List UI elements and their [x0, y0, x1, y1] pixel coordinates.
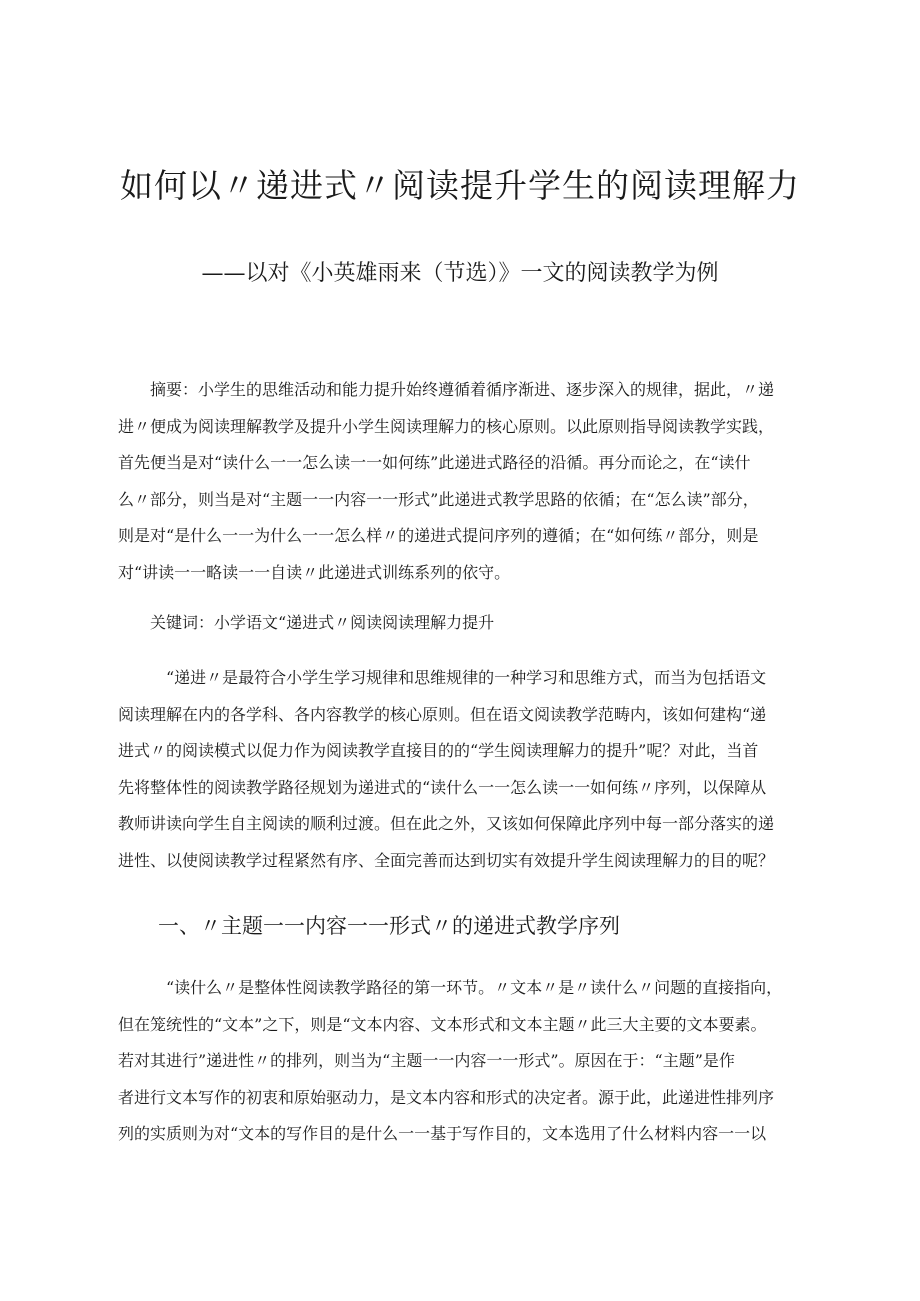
intro-line: 阅读理解在内的各学科、各内容教学的核心原则。但在语文阅读教学范畴内，该如何建构“递 — [118, 704, 767, 724]
abstract-line: 摘要：小学生的思维活动和能力提升始终遵循着循序渐进、逐步深入的规律，据此，〃递 — [150, 380, 775, 399]
abstract-line: 则是对“是什么一一为什么一一怎么样〃的递进式提问序列的遵循；在“如何练〃部分，则是 — [118, 526, 759, 545]
section-heading: 一、〃主题一一内容一一形式〃的递进式教学序列 — [158, 914, 620, 938]
abstract-paragraph — [118, 372, 808, 591]
intro-line: 进性、以使阅读教学过程紧然有序、全面完善而达到切实有效提升学生阅读理解力的目的呢？ — [118, 850, 775, 870]
document-title: 如何以〃递进式〃阅读提升学生的阅读理解力 — [120, 166, 800, 205]
abstract-line: 进〃便成为阅读理解教学及提升小学生阅读理解力的核心原则。以此原则指导阅读教学实践， — [118, 416, 775, 436]
intro-line: 进式〃的阅读模式以促力作为阅读教学直接目的的“学生阅读理解力的提升”呢？对此，当首 — [118, 741, 759, 760]
section1-line: 若对其进行”递进性〃的排列，则当为“主题一一内容一一形式”。原因在于：“主题”是作 — [118, 1051, 735, 1070]
intro-paragraph — [118, 660, 808, 879]
section1-line: 列的实质则为对“文本的写作目的是什么一一基于写作目的，文本选用了什么材料内容一一以 — [118, 1124, 767, 1143]
abstract-line: 对“讲读一一略读一一自读〃此递进式训练系列的依守。 — [118, 562, 511, 582]
section1-line: 但在笼统性的“文本”之下，则是“文本内容、文本形式和文本主题〃此三大主要的文本要素。 — [118, 1014, 767, 1034]
abstract-line: 么〃部分，则当是对“主题一一内容一一形式”此递进式教学思路的依循；在“怎么读”部分， — [118, 489, 759, 509]
section1-line: 者进行文本写作的初衷和原始驱动力，是文本内容和形式的决定者。源于此，此递进性排列序 — [118, 1087, 775, 1107]
intro-line: 先将整体性的阅读教学路径规划为递进式的“读什么一一怎么读一一如何练〃序列，以保障从 — [118, 777, 767, 797]
keywords-line: 关键词：小学语文“递进式〃阅读阅读理解力提升 — [150, 613, 495, 632]
document-subtitle: ——以对《小英雄雨来（节选）》一文的阅读教学为例 — [201, 261, 719, 286]
section1-line: “读什么〃是整体性阅读教学路径的第一环节。〃文本〃是〃读什么〃问题的直接指向， — [166, 978, 783, 997]
abstract-line: 首先便当是对“读什么一一怎么读一一如何练”此递进式路径的沿循。再分而论之，在“读什 — [118, 453, 751, 472]
section1-paragraph — [118, 970, 808, 1153]
intro-line: “递进〃是最符合小学生学习规律和思维规律的一种学习和思维方式，而当为包括语文 — [166, 668, 767, 687]
intro-line: 教师讲读向学生自主阅读的顺利过渡。但在此之外，又该如何保障此序列中每一部分落实的递 — [118, 814, 775, 833]
